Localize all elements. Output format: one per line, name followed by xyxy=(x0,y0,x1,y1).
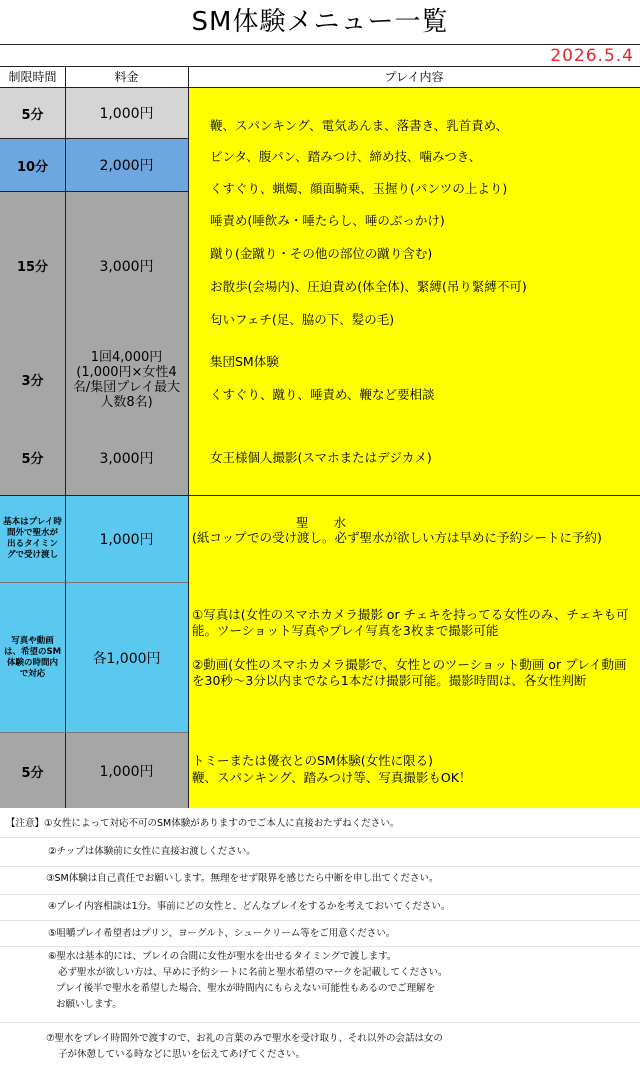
note-divider xyxy=(0,866,640,867)
play-line-2: ビンタ、腹パン、踏みつけ、締め技、噛みつき、 xyxy=(210,149,482,164)
note-divider xyxy=(0,1022,640,1023)
photo-option-1: ①写真は(女性のスマホカメラ撮影 or チェキを持ってる女性のみ、チェキも可能。ツーショット写真やプレイ写真を3枚まで撮影可能 xyxy=(192,607,629,638)
row-border xyxy=(0,732,188,733)
note-divider xyxy=(0,920,640,921)
tommy-sm-line-2: 鞭、スパンキング、踏みつけ等、写真撮影もOK！ xyxy=(192,770,472,785)
row-3-time: 15分 xyxy=(0,192,65,339)
play-line-3: くすぐり、蝋燭、顔面騎乗、玉握り(パンツの上より) xyxy=(210,181,508,196)
row-2-time: 10分 xyxy=(0,139,65,191)
play-line-5: 蹴り(金蹴り・その他の部位の蹴り含む) xyxy=(210,246,433,261)
play-line-group-detail: くすぐり、蹴り、唾責め、鞭など要相談 xyxy=(210,387,435,402)
note-5: ⑤咀嚼プレイ希望者はプリン、ヨーグルト、シュークリーム等をご用意ください。 xyxy=(48,928,396,939)
row-1-price: 1,000円 xyxy=(65,88,188,138)
play-line-photo-shoot: 女王様個人撮影(スマホまたはデジカメ) xyxy=(210,450,432,465)
row-4-price: 1回4,000円(1,000円×女性4名/集団プレイ最大人数8名) xyxy=(65,339,188,420)
play-line-7: 匂いフェチ(足、脇の下、髪の毛) xyxy=(210,312,395,327)
note-2: ②チップは体験前に女性に直接お渡しください。 xyxy=(48,846,256,857)
note-divider xyxy=(0,837,640,838)
note-7-line-2: 子が休憩している時などに思いを伝えてあげてください。 xyxy=(58,1049,306,1060)
row-8-price: 1,000円 xyxy=(65,733,188,809)
note-6-line-4: お願いします。 xyxy=(56,999,122,1010)
row-5-time: 5分 xyxy=(0,420,65,495)
row-border xyxy=(0,582,188,583)
header-price: 料金 xyxy=(114,70,139,84)
seisui-title: 聖 水 xyxy=(296,515,347,530)
row-5-price: 3,000円 xyxy=(65,420,188,495)
note-6-line-2: 必ず聖水が欲しい方は、早めに予約シートに名前と聖水希望のマークを記載してください。 xyxy=(58,967,448,978)
row-border xyxy=(0,191,188,192)
note-6-line-3: プレイ後半で聖水を希望した場合、聖水が時間内にもらえない可能性もあるのでご理解を xyxy=(56,983,436,994)
row-6-time: 基本はプレイ時間外で聖水が出るタイミングで受け渡し xyxy=(0,496,65,582)
notes-section xyxy=(0,808,640,1081)
row-1-time: 5分 xyxy=(0,88,65,138)
column-divider-2 xyxy=(188,66,189,809)
note-divider xyxy=(0,946,640,947)
play-line-6: お散歩(会場内)、圧迫責め(体全体)、緊縛(吊り緊縛不可) xyxy=(210,279,527,294)
row-4-time: 3分 xyxy=(0,339,65,420)
column-divider-1 xyxy=(65,66,66,809)
row-6-price: 1,000円 xyxy=(65,496,188,582)
row-7-time: 写真や動画は、希望のSM体験の時間内で対応 xyxy=(0,583,65,732)
play-line-4: 唾責め(唾飲み・唾たらし、唾のぶっかけ) xyxy=(210,213,445,228)
seisui-description: (紙コップでの受け渡し。必ず聖水が欲しい方は早めに予約シートに予約) xyxy=(192,530,602,545)
note-3: ③SM体験は自己責任でお願いします。無理をせず限界を感じたら中断を申し出てください。 xyxy=(46,873,439,884)
note-1: 【注意】①女性によって対応不可のSM体験がありますのでご本人に直接おたずねください。 xyxy=(6,818,400,829)
row-border xyxy=(0,138,188,139)
header-content: プレイ内容 xyxy=(384,70,444,84)
menu-date: 2026.5.4 xyxy=(550,46,634,66)
note-divider xyxy=(0,894,640,895)
page-title: SM体験メニュー一覧 xyxy=(191,7,449,37)
photo-option-2: ②動画(女性のスマホカメラ撮影で、女性とのツーショット動画 or プレイ動画を30秒～3分以内までなら1本だけ撮影可能。撮影時間は、各女性判断 xyxy=(192,657,627,688)
note-7-line-1: ⑦聖水をプレイ時間外で渡すので、お礼の言葉のみで聖水を受け取り、それ以外の会話は女の xyxy=(46,1033,443,1044)
play-line-1: 鞭、スパンキング、電気あんま、落書き、乳首責め、 xyxy=(210,118,509,133)
header-top-border xyxy=(0,66,640,67)
note-4: ④プレイ内容相談は1分。事前にどの女性と、どんなプレイをするかを考えておいてください。 xyxy=(48,901,451,912)
section-border xyxy=(0,495,640,496)
play-line-group-sm: 集団SM体験 xyxy=(210,354,279,369)
note-6-line-1: ⑥聖水は基本的には、プレイの合間に女性が聖水を出せるタイミングで渡します。 xyxy=(48,951,397,962)
tommy-sm-line-1: トミーまたは優衣とのSM体験(女性に限る) xyxy=(192,753,433,768)
row-7-price: 各1,000円 xyxy=(65,583,188,732)
row-3-price: 3,000円 xyxy=(65,192,188,339)
row-2-price: 2,000円 xyxy=(65,139,188,191)
title-divider xyxy=(0,44,640,45)
header-time: 制限時間 xyxy=(8,70,57,84)
row-8-time: 5分 xyxy=(0,733,65,809)
